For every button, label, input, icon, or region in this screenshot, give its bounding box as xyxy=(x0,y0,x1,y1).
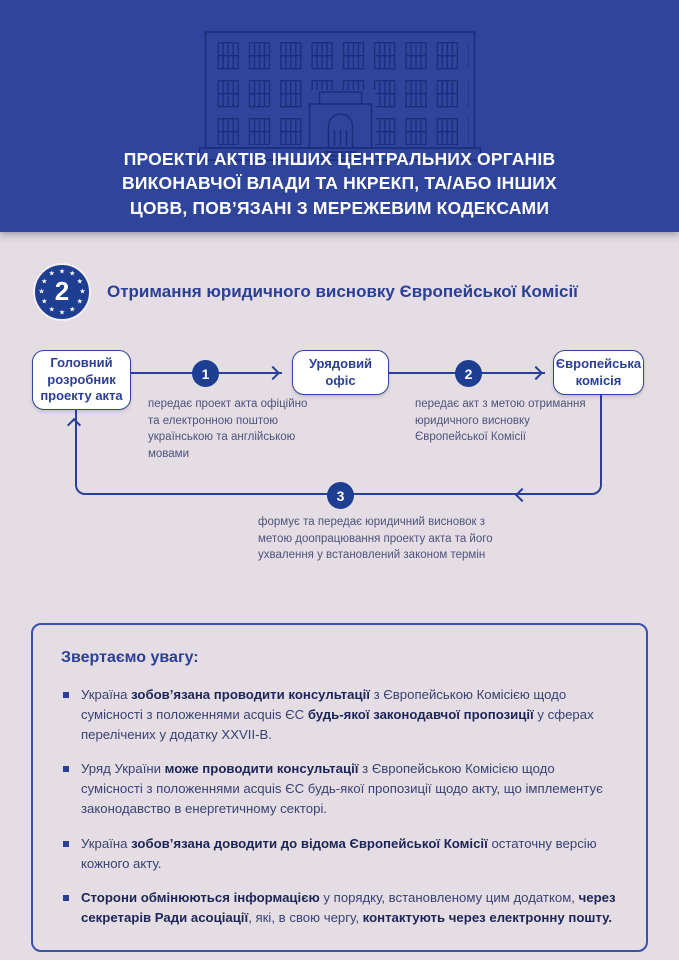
step-description-3: формує та передає юридичний висновок з метою доопрацювання проекту акта та його ухвалення у встановлений законом термін xyxy=(258,516,493,562)
flow-node-government-office: Урядовий офіс xyxy=(292,350,389,395)
list-item xyxy=(61,834,618,874)
arrowhead-right-icon xyxy=(529,366,543,380)
section-header xyxy=(33,262,679,322)
star-icon: ★ xyxy=(69,306,76,314)
government-building-icon xyxy=(197,30,482,164)
bullet-square-icon xyxy=(63,895,69,901)
star-icon: ★ xyxy=(38,288,45,296)
step-circle-1: 1 xyxy=(192,360,219,387)
star-icon: ★ xyxy=(76,278,83,286)
notice-title: Звертаємо увагу: xyxy=(61,649,199,666)
bullet-square-icon xyxy=(63,692,69,698)
badge-number: 2 xyxy=(54,275,70,306)
notice-text: Сторони обмінюються інформацією у порядку, встановленому цим додатком, через секретарів Ради асоціації, які, в свою чергу, контактують через електронну пошту. xyxy=(81,890,616,926)
star-icon: ★ xyxy=(48,306,55,314)
flow-node-developer: Головний розробник проекту акта xyxy=(32,350,131,410)
star-icon: ★ xyxy=(41,278,48,286)
step-circle-3: 3 xyxy=(327,482,354,509)
list-item xyxy=(61,888,618,928)
list-item xyxy=(61,759,618,818)
flowchart xyxy=(0,338,679,600)
notice-text: Україна зобов’язана доводити до відома Європейської Комісії остаточну версію кожного акту. xyxy=(81,835,597,871)
page-title: ПРОЕКТИ АКТІВ ІНШИХ ЦЕНТРАЛЬНИХ ОРГАНІВ ВИКОНАВЧОЇ ВЛАДИ ТА НКРЕКП, ТА/АБО ІНШИХ ЦОВВ, ПОВ’ЯЗАНІ З МЕРЕЖЕВИМ КОДЕКСАМИ xyxy=(122,148,557,218)
step-description-1: передає проект акта офіційно та електронною поштою українською та англійською мовами xyxy=(148,398,308,461)
star-icon: ★ xyxy=(76,298,83,306)
flow-node-european-commission: Європейська комісія xyxy=(553,350,644,395)
notice-text: Україна зобов’язана проводити консультації з Європейською Комісією щодо сумісності з положеннями acquis ЄС будь-якої законодавчої пропозиції у сферах перелічених у додатку XXVII-B. xyxy=(81,687,594,742)
bullet-square-icon xyxy=(63,766,69,772)
list-item xyxy=(61,685,618,744)
star-icon: ★ xyxy=(48,270,55,278)
star-icon: ★ xyxy=(41,298,48,306)
step-description-2: передає акт з метою отримання юридичного висновку Європейської Комісії xyxy=(415,398,586,444)
star-icon: ★ xyxy=(58,268,66,275)
step-circle-2: 2 xyxy=(455,360,482,387)
notice-list xyxy=(61,685,618,928)
star-icon: ★ xyxy=(79,288,86,296)
star-icon: ★ xyxy=(58,309,66,316)
notice-box xyxy=(31,623,648,952)
arrowhead-right-icon xyxy=(266,366,280,380)
bullet-square-icon xyxy=(63,841,69,847)
section-title: Отримання юридичного висновку Європейської Комісії xyxy=(107,282,578,301)
star-icon: ★ xyxy=(69,270,76,278)
header-banner xyxy=(0,0,679,232)
notice-text: Уряд України може проводити консультації з Європейською Комісією щодо сумісності з положеннями acquis ЄС будь-якої пропозиції щодо акту, що імплементує законодавство в енергетичному секторі. xyxy=(81,761,603,816)
eu-stars-badge xyxy=(33,263,91,321)
